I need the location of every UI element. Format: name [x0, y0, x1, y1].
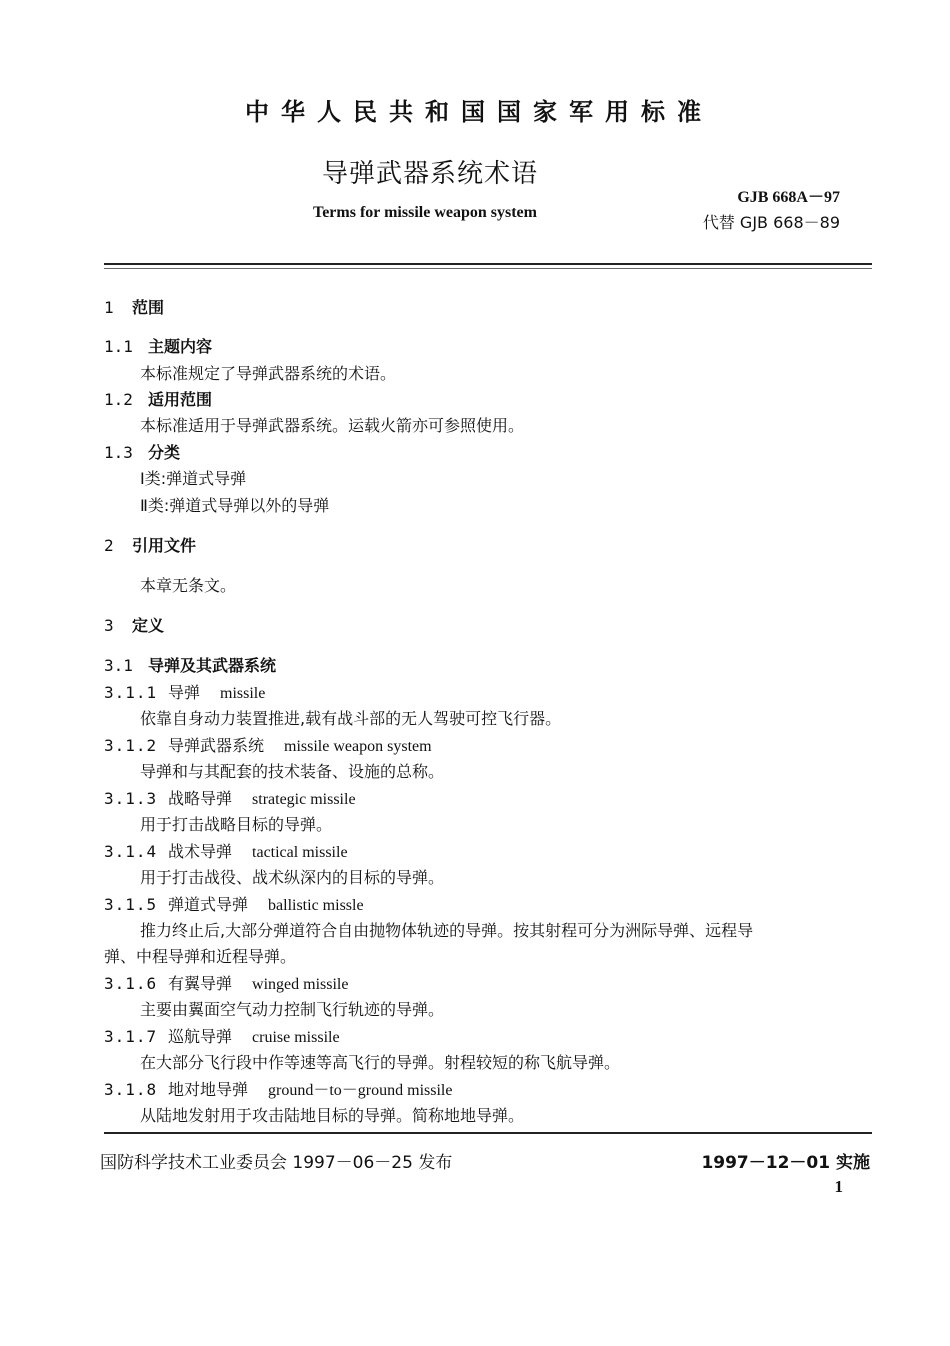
term-definition: 在大部分飞行段中作等速等高飞行的导弹。射程较短的称飞航导弹。	[140, 1053, 621, 1072]
term-heading: 3.1.1 导弹 missile	[104, 683, 266, 702]
document-title-cn: 导弹武器系统术语	[321, 159, 538, 189]
term-heading: 3.1.5 弹道式导弹 ballistic missle	[104, 895, 364, 914]
term-heading: 3.1.2 导弹武器系统 missile weapon system	[104, 736, 432, 755]
section-1-1-heading: 1.1 主题内容	[104, 337, 213, 356]
term-definition: 用于打击战役、战术纵深内的目标的导弹。	[140, 868, 445, 887]
section-1-2-heading: 1.2 适用范围	[104, 390, 213, 409]
term-definition: 从陆地发射用于攻击陆地目标的导弹。简称地地导弹。	[140, 1106, 525, 1125]
term-heading: 3.1.7 巡航导弹 cruise missile	[104, 1027, 340, 1046]
replaces-code: 代替 GJB 668－89	[702, 213, 840, 232]
section-3-1-heading: 3.1 导弹及其武器系统	[104, 656, 277, 675]
section-1-heading: 1 范围	[104, 298, 165, 317]
document-title-en: Terms for missile weapon system	[313, 204, 537, 221]
term-definition: 依靠自身动力装置推进,载有战斗部的无人驾驶可控飞行器。	[140, 709, 562, 728]
standard-type-heading: 中华人民共和国国家军用标准	[245, 98, 713, 126]
section-2-heading: 2 引用文件	[104, 536, 197, 555]
footer-rule	[104, 1132, 872, 1134]
section-1-1-text: 本标准规定了导弹武器系统的术语。	[140, 364, 397, 383]
term-definition: 用于打击战略目标的导弹。	[140, 815, 333, 834]
classification-2: Ⅱ类:弹道式导弹以外的导弹	[140, 496, 330, 515]
term-heading: 3.1.8 地对地导弹 ground－to－ground missile	[104, 1080, 453, 1099]
term-heading: 3.1.4 战术导弹 tactical missile	[104, 842, 348, 861]
section-1-3-heading: 1.3 分类	[104, 443, 181, 462]
issue-statement: 国防科学技术工业委员会 1997－06－25 发布	[100, 1153, 453, 1173]
page-number: 1	[834, 1177, 843, 1196]
header-rule	[104, 263, 872, 265]
term-heading: 3.1.3 战略导弹 strategic missile	[104, 789, 356, 808]
effective-date: 1997－12－01 实施	[701, 1153, 870, 1173]
section-2-text: 本章无条文。	[140, 576, 237, 595]
classification-1: Ⅰ类:弹道式导弹	[140, 469, 247, 488]
term-definition-continued: 弹、中程导弹和近程导弹。	[104, 947, 297, 966]
header-rule-thin	[104, 268, 872, 269]
standard-code: GJB 668A－97	[737, 189, 840, 206]
term-definition: 推力终止后,大部分弹道符合自由抛物体轨迹的导弹。按其射程可分为洲际导弹、远程导	[140, 921, 754, 940]
term-definition: 导弹和与其配套的技术装备、设施的总称。	[140, 762, 445, 781]
term-definition: 主要由翼面空气动力控制飞行轨迹的导弹。	[140, 1000, 445, 1019]
term-heading: 3.1.6 有翼导弹 winged missile	[104, 974, 349, 993]
section-1-2-text: 本标准适用于导弹武器系统。运载火箭亦可参照使用。	[140, 416, 525, 435]
section-3-heading: 3 定义	[104, 616, 165, 635]
